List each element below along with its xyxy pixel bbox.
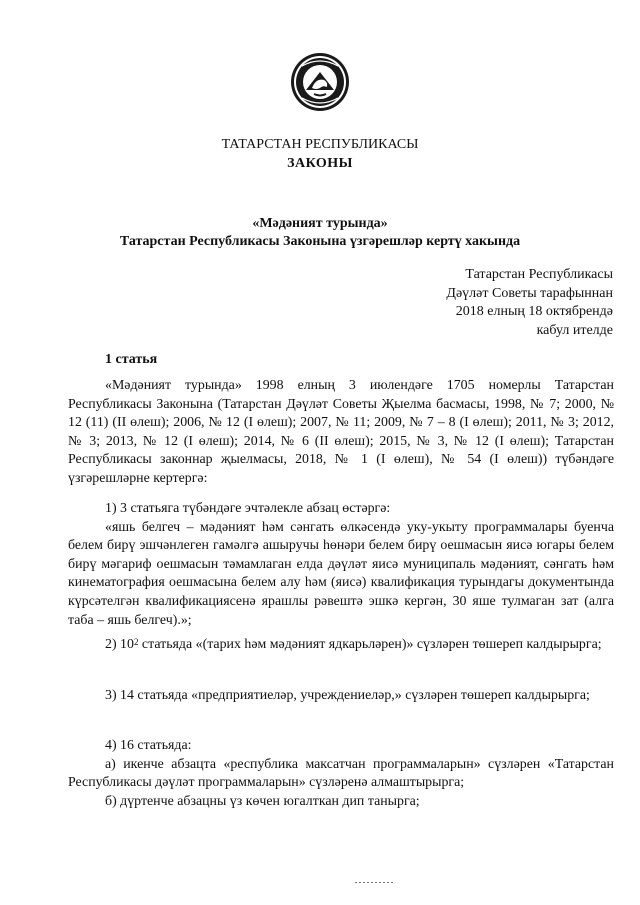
- item-4-a: а) икенче абзацта «республика максатчан программаларын» сүзләрен «Татарстан Республикасы дәүләт программаларын» сүзләренә алмаштырырга;: [68, 756, 614, 791]
- scan-mark: [355, 881, 393, 884]
- adoption-line: Дәүләт Советы тарафыннан: [446, 285, 613, 301]
- item-3: [68, 687, 614, 706]
- adoption-line: кабул ителде: [536, 322, 613, 338]
- republic-heading: ТАТАРСТАН РЕСПУБЛИКАСЫ: [221, 137, 419, 152]
- intro-paragraph: [68, 377, 614, 489]
- intro-text: «Мәдәният турында» 1998 елның 3 июлендәге 1705 номерлы Татарстан Республикасы Законына (Татарстан Дәүләт Советы Җыелма басмасы, 1998, № 7; 2000, № 12 (11) (II өлеш); 2006, № 12 (I өлеш); 2007, № 11; 2009, № 7 – 8 (I өлеш); 2011, № 3; 2012, № 3; 2013, № 12 (I өлеш); 2014, № 6 (II өлеш); 2015, № 3, № 12 (I өлеш); Татарстан Республикасы законнар җыелмасы, 2018, № 1 (I өлеш), № 54 (I өлеш)) түбәндәге үзгәрешләрне кертергә:: [68, 378, 614, 486]
- coat-of-arms-emblem: [290, 52, 350, 112]
- law-title-line-2: Татарстан Республикасы Законына үзгәрешләр кертү хакында: [119, 234, 521, 249]
- item-4: [68, 737, 614, 811]
- adoption-block: [353, 266, 613, 340]
- law-title-line-1: «Мәдәният турында»: [252, 216, 388, 231]
- item-2: [68, 636, 614, 655]
- item-1-head: 1) 3 статьяга түбәндәге эчтәлекле абзац өстәргә:: [105, 501, 391, 516]
- law-heading: ЗАКОНЫ: [287, 156, 353, 171]
- item-1: [68, 500, 614, 630]
- item-3-text: 3) 14 статьяда «предприятиеләр, учреждениеләр,» сүзләрен төшереп калдырырга;: [105, 688, 590, 703]
- item-4-b: б) дүртенче абзацны үз көчен югалткан дип танырга;: [105, 793, 420, 809]
- item-2-text: 2) $10^2$ статьяда «(тарих һәм мәдәният ядкарьләрен)» сүзләрен төшереп калдырырга;: [105, 637, 602, 652]
- adoption-line: Татарстан Республикасы: [465, 267, 613, 282]
- article-heading: 1 статья: [105, 352, 158, 367]
- item-4-head: 4) 16 статьяда:: [105, 738, 192, 753]
- item-1-quote: «яшь белгеч – мәдәният һәм сәнгать өлкәсендә уку-укыту программалары буенча белем бирү эшчәнлеген гамәлгә ашыручы һөнәри белем бирү оешмасын яисә югары белем бирү мәгариф оешмасын тәмамлаган елда дәүләт яисә муниципаль мәдәният, сәнгать һәм кинематография оешмасына белем алу һәм (яисә) квалификация турындагы документында күрсәтелгән квалификациясенә ярашлы рәвештә эшкә кергән, 30 яше тулмаган зат (алга таба – яшь белгеч).»;: [68, 519, 614, 628]
- adoption-line: 2018 елның 18 октябрендә: [455, 304, 613, 319]
